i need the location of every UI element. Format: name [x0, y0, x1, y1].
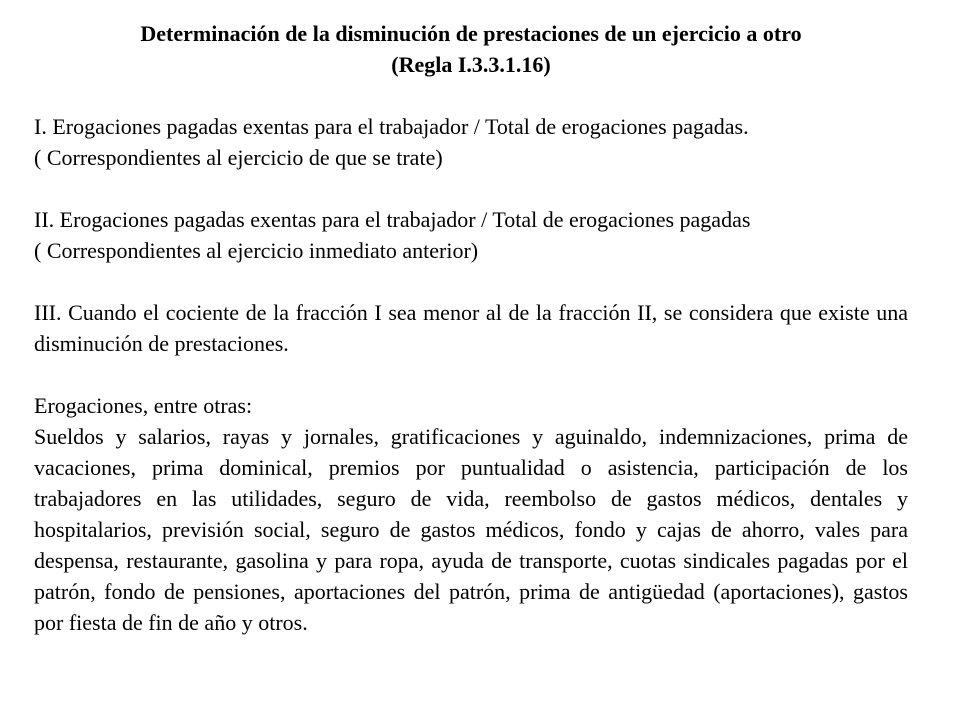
- title-line-1: Determinación de la disminución de prestaciones de un ejercicio a otro: [140, 21, 802, 46]
- spacer: [34, 173, 908, 204]
- spacer: [34, 359, 908, 390]
- fraction-2-line-2: ( Correspondientes al ejercicio inmediato anterior): [34, 238, 479, 263]
- slide-content: [34, 18, 908, 638]
- erogaciones-list: Sueldos y salarios, rayas y jornales, gratificaciones y aguinaldo, indemnizaciones, prima de vacaciones, prima dominical, premios por puntualidad o asistencia, participación de los trabajadores en las utilidades, seguro de vida, reembolso de gastos médicos, dentales y hospitalarios, previsión social, seguro de gastos médicos, fondo y cajas de ahorro, vales para despensa, restaurante, gasolina y para ropa, ayuda de transporte, cuotas sindicales pagadas por el patrón, fondo de pensiones, aportaciones del patrón, prima de antigüedad (aportaciones), gastos por fiesta de fin de año y otros.: [34, 424, 908, 635]
- fraction-1-line-1: I. Erogaciones pagadas exentas para el trabajador / Total de erogaciones pagadas.: [34, 114, 749, 139]
- fraction-2: [34, 204, 908, 266]
- slide-title: [34, 18, 908, 80]
- title-line-2: (Regla I.3.3.1.16): [391, 52, 551, 77]
- fraction-3: III. Cuando el cociente de la fracción I sea menor al de la fracción II, se considera que existe una disminución de prestaciones.: [34, 300, 908, 356]
- fraction-1: [34, 111, 908, 173]
- spacer: [34, 80, 908, 111]
- spacer: [34, 266, 908, 297]
- fraction-2-line-1: II. Erogaciones pagadas exentas para el trabajador / Total de erogaciones pagadas: [34, 207, 751, 232]
- fraction-1-line-2: ( Correspondientes al ejercicio de que se trate): [34, 145, 443, 170]
- erogaciones-heading: Erogaciones, entre otras:: [34, 393, 253, 418]
